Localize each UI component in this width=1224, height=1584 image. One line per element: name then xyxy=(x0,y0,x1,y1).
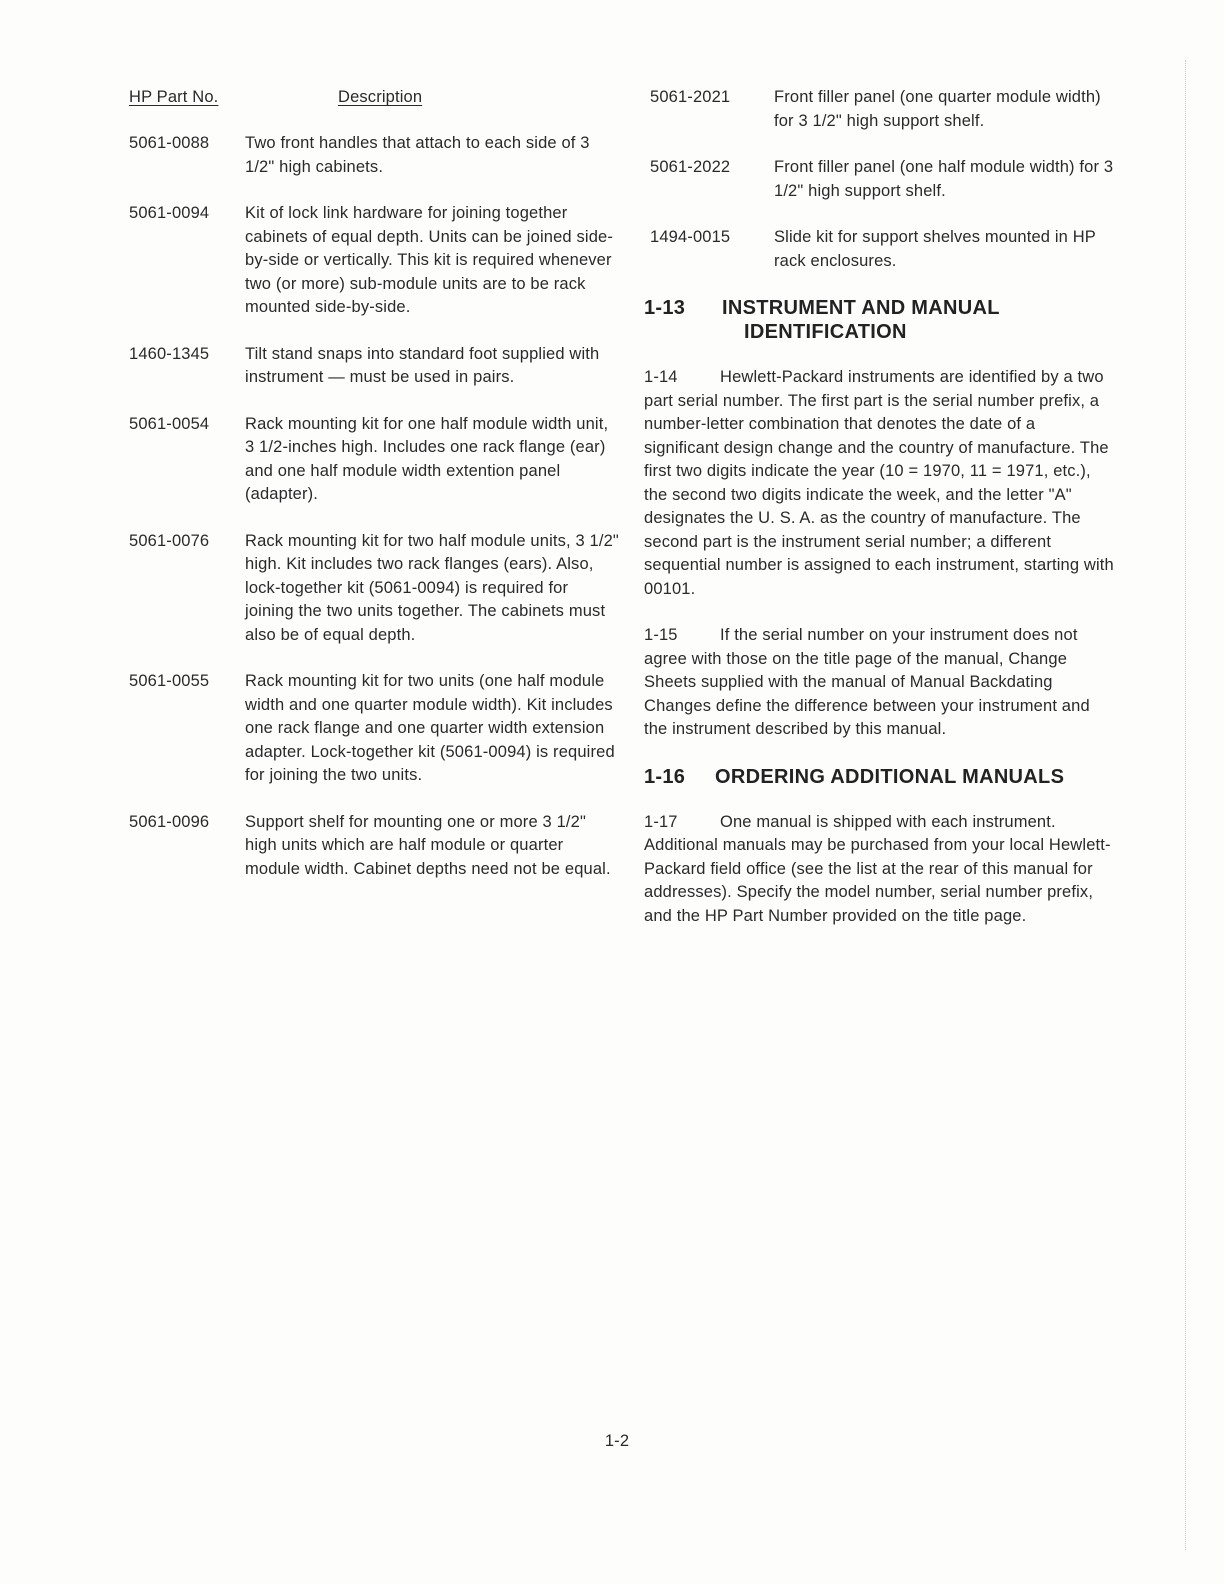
part-row xyxy=(129,132,619,179)
part-row xyxy=(644,156,1114,203)
part-number: 1460-1345 xyxy=(129,344,210,363)
part-row xyxy=(129,202,619,320)
part-number: 5061-0076 xyxy=(129,531,210,550)
section-number: 1-13 xyxy=(644,297,686,319)
part-description: Rack mounting kit for two half module units, 3 1/2" high. Kit includes two rack flanges (ears). Also, lock-together kit (5061-0094) is required for joining the two units together. The cabinets must also be of equal depth. xyxy=(245,531,619,644)
part-no-column-header: HP Part No. xyxy=(129,88,219,106)
part-number: 5061-0054 xyxy=(129,414,210,433)
paragraph-text: If the serial number on your instrument does not agree with those on the title page of the manual, Change Sheets supplied with the manual of Manual Backdating Changes define the difference between your instrument and the instrument described by this manual. xyxy=(644,626,1090,738)
part-number: 1494-0015 xyxy=(650,228,731,246)
right-column xyxy=(644,86,1114,951)
part-row xyxy=(129,413,619,507)
part-number: 5061-0088 xyxy=(129,134,210,152)
part-description: Rack mounting kit for one half module width unit, 3 1/2-inches high. Includes one rack flange (ear) and one half module width extention panel (adapter). xyxy=(245,414,609,503)
section-title-line-2: IDENTIFICATION xyxy=(744,321,907,343)
paragraph-number: 1-15 xyxy=(644,626,678,644)
part-description: Kit of lock link hardware for joining together cabinets of equal depth. Units can be joined side-by-side or vertically. This kit is required whenever two (or more) sub-module units are to be rack mounted side-by-side. xyxy=(245,204,613,316)
section-title-line-1: INSTRUMENT AND MANUAL xyxy=(722,297,1000,319)
part-row xyxy=(129,811,619,882)
section-number: 1-16 xyxy=(644,765,686,788)
section-heading-1-16 xyxy=(644,765,1114,789)
section-title: ORDERING ADDITIONAL MANUALS xyxy=(715,765,1065,788)
paragraph-1-15 xyxy=(644,624,1114,742)
page-number: 1-2 xyxy=(604,1432,630,1450)
part-row xyxy=(644,226,1114,273)
part-number: 5061-0094 xyxy=(129,204,210,222)
part-row xyxy=(129,530,619,648)
part-number: 5061-2021 xyxy=(650,88,731,106)
paragraph-text: One manual is shipped with each instrument. Additional manuals may be purchased from your local Hewlett-Packard field office (see the list at the rear of this manual for addresses). Specify the model number, serial number prefix, and the HP Part Number provided on the title page. xyxy=(644,812,1111,925)
paragraph-number: 1-17 xyxy=(644,812,678,831)
part-description: Rack mounting kit for two units (one half module width and one quarter module width). Kit includes one rack flange and one quarter width extension adapter. Lock-together kit (5061-0094) is required for joining the two units. xyxy=(245,672,615,784)
part-description: Tilt stand snaps into standard foot supplied with instrument — must be used in pairs. xyxy=(245,344,600,386)
section-heading-1-13 xyxy=(644,296,1114,344)
parts-table-header xyxy=(129,86,619,110)
part-number: 5061-0096 xyxy=(129,812,210,831)
part-row xyxy=(129,343,619,390)
part-description: Support shelf for mounting one or more 3 1/2" high units which are half module or quarter module width. Cabinet depths need not be equal. xyxy=(245,812,611,878)
paragraph-1-17 xyxy=(644,811,1114,929)
part-row xyxy=(644,86,1114,133)
part-number: 5061-0055 xyxy=(129,672,210,690)
paragraph-1-14 xyxy=(644,366,1114,601)
part-description: Front filler panel (one quarter module width) for 3 1/2" high support shelf. xyxy=(774,88,1101,130)
section-title xyxy=(722,296,1114,344)
part-description: Front filler panel (one half module width) for 3 1/2" high support shelf. xyxy=(774,158,1114,200)
part-description: Two front handles that attach to each side of 3 1/2" high cabinets. xyxy=(245,134,590,176)
description-column-header: Description xyxy=(338,88,423,106)
scan-edge-divider xyxy=(1184,60,1186,1550)
part-description: Slide kit for support shelves mounted in HP rack enclosures. xyxy=(774,228,1096,270)
part-number: 5061-2022 xyxy=(650,158,731,176)
paragraph-number: 1-14 xyxy=(644,368,678,386)
left-column xyxy=(129,86,619,904)
paragraph-text: Hewlett-Packard instruments are identified by a two part serial number. The first part is the serial number prefix, a number-letter combination that denotes the date of a significant design change and the country of manufacture. The first two digits indicate the year (10 = 1970, 11 = 1971, etc.), the second two digits indicate the week, and the letter "A" designates the U. S. A. as the country of manufacture. The second part is the instrument serial number; a different sequential number is assigned to each instrument, starting with 00101. xyxy=(644,368,1114,598)
part-row xyxy=(129,670,619,788)
